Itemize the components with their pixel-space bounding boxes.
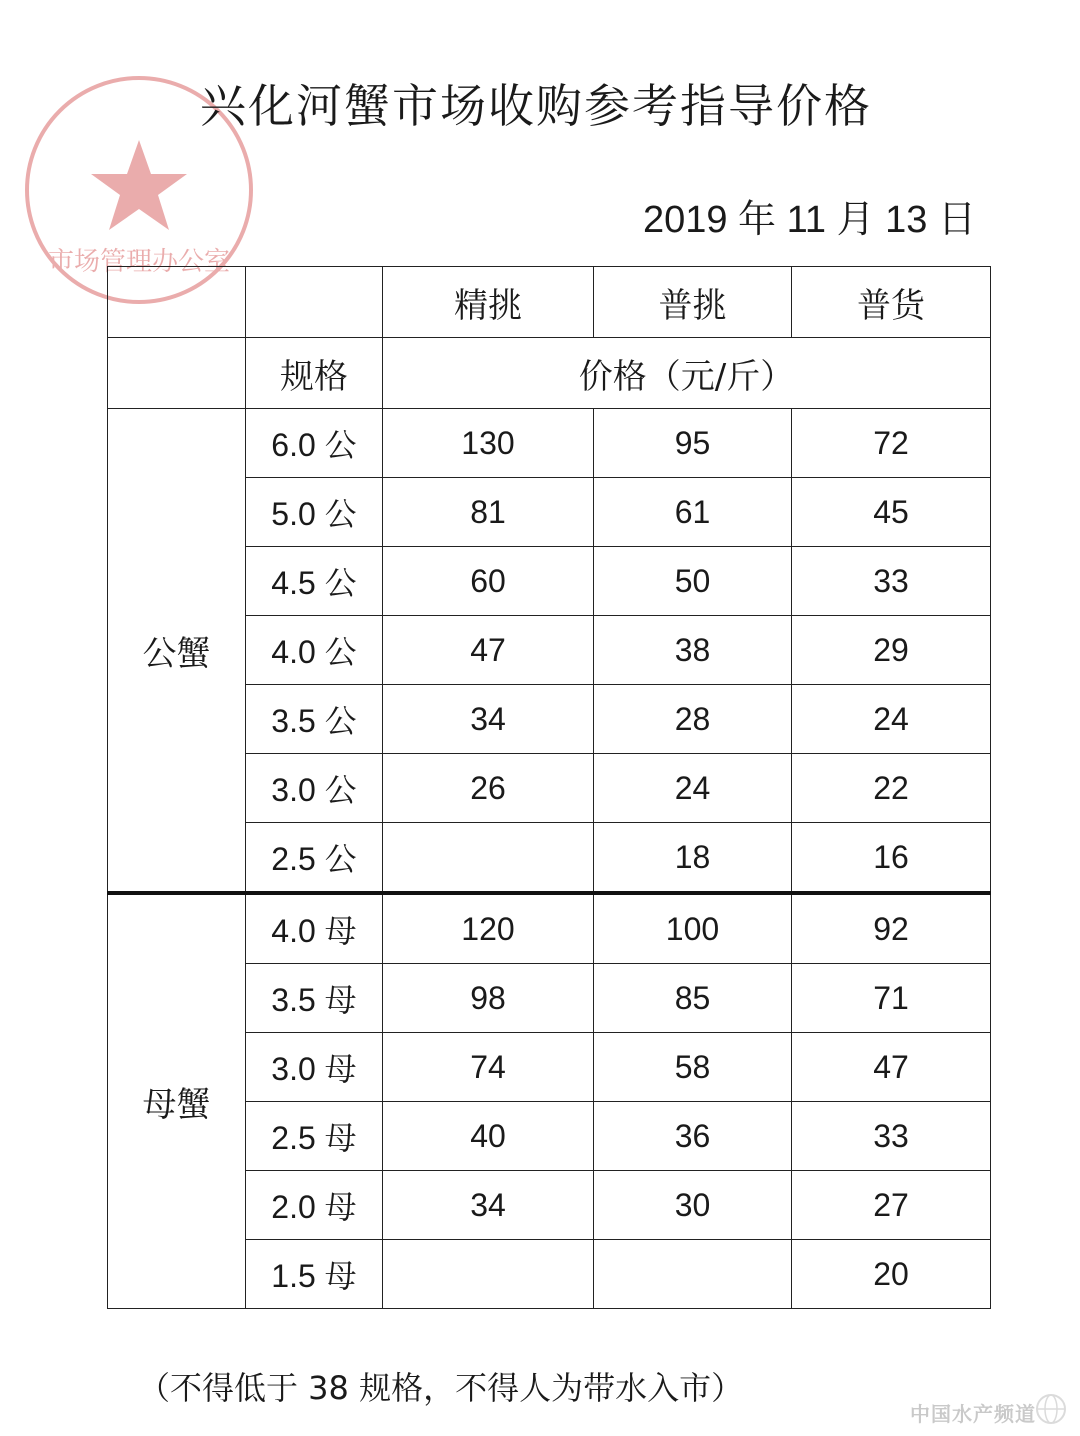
header-empty-cell: [108, 338, 246, 409]
table-row: [108, 893, 991, 964]
price-cell: 45: [792, 478, 991, 547]
document-date: 2019 年 11 月 13 日: [642, 199, 976, 241]
document-title: 兴化河蟹市场收购参考指导价格: [200, 79, 872, 133]
grade-header: 普货: [792, 267, 991, 338]
price-cell: 40: [383, 1102, 594, 1171]
price-cell: 22: [792, 754, 991, 823]
footnote: （不得低于 38 规格，不得人为带水入市）: [138, 1369, 744, 1407]
price-cell: 34: [383, 1171, 594, 1240]
price-cell: 58: [594, 1033, 792, 1102]
price-cell: 92: [792, 893, 991, 964]
price-cell: 100: [594, 893, 792, 964]
globe-icon: [1034, 1392, 1068, 1426]
price-cell: 85: [594, 964, 792, 1033]
price-cell: 26: [383, 754, 594, 823]
spec-cell: 3.5 母: [246, 964, 383, 1033]
spec-cell: 1.5 母: [246, 1240, 383, 1309]
price-header: 价格（元/斤）: [383, 338, 991, 409]
spec-cell: 2.0 母: [246, 1171, 383, 1240]
header-empty-cell: [246, 267, 383, 338]
seal-star-icon: [91, 140, 187, 230]
grade-header-row: [108, 267, 991, 338]
header-empty-cell: [108, 267, 246, 338]
price-cell: 47: [383, 616, 594, 685]
price-cell: [383, 823, 594, 894]
price-cell: 29: [792, 616, 991, 685]
spec-cell: 4.5 公: [246, 547, 383, 616]
spec-cell: 2.5 母: [246, 1102, 383, 1171]
price-cell: 81: [383, 478, 594, 547]
spec-cell: 4.0 母: [246, 893, 383, 964]
spec-cell: 2.5 公: [246, 823, 383, 894]
grade-header: 精挑: [383, 267, 594, 338]
price-cell: 36: [594, 1102, 792, 1171]
price-cell: 47: [792, 1033, 991, 1102]
price-cell: 24: [792, 685, 991, 754]
price-cell: 24: [594, 754, 792, 823]
spec-cell: 3.0 母: [246, 1033, 383, 1102]
price-cell: 71: [792, 964, 991, 1033]
price-cell: 28: [594, 685, 792, 754]
group-label: 母蟹: [108, 893, 246, 1309]
seal-text: 市场管理办公室: [47, 247, 231, 277]
price-cell: 27: [792, 1171, 991, 1240]
price-cell: 50: [594, 547, 792, 616]
price-cell: 60: [383, 547, 594, 616]
price-cell: 61: [594, 478, 792, 547]
price-cell: 30: [594, 1171, 792, 1240]
price-cell: 95: [594, 409, 792, 478]
spec-cell: 3.5 公: [246, 685, 383, 754]
price-cell: 130: [383, 409, 594, 478]
spec-header: 规格: [246, 338, 383, 409]
price-cell: 20: [792, 1240, 991, 1309]
spec-header-row: [108, 338, 991, 409]
price-cell: 74: [383, 1033, 594, 1102]
price-table: [107, 266, 991, 1309]
watermark: 中国水产频道: [910, 1402, 1036, 1426]
price-cell: 72: [792, 409, 991, 478]
price-cell: [594, 1240, 792, 1309]
price-cell: 120: [383, 893, 594, 964]
price-cell: 33: [792, 1102, 991, 1171]
spec-cell: 5.0 公: [246, 478, 383, 547]
price-cell: 16: [792, 823, 991, 894]
table-row: [108, 409, 991, 478]
price-cell: 38: [594, 616, 792, 685]
price-cell: 34: [383, 685, 594, 754]
spec-cell: 4.0 公: [246, 616, 383, 685]
grade-header: 普挑: [594, 267, 792, 338]
price-cell: 98: [383, 964, 594, 1033]
spec-cell: 6.0 公: [246, 409, 383, 478]
group-label: 公蟹: [108, 409, 246, 894]
price-cell: 18: [594, 823, 792, 894]
price-cell: [383, 1240, 594, 1309]
spec-cell: 3.0 公: [246, 754, 383, 823]
price-cell: 33: [792, 547, 991, 616]
